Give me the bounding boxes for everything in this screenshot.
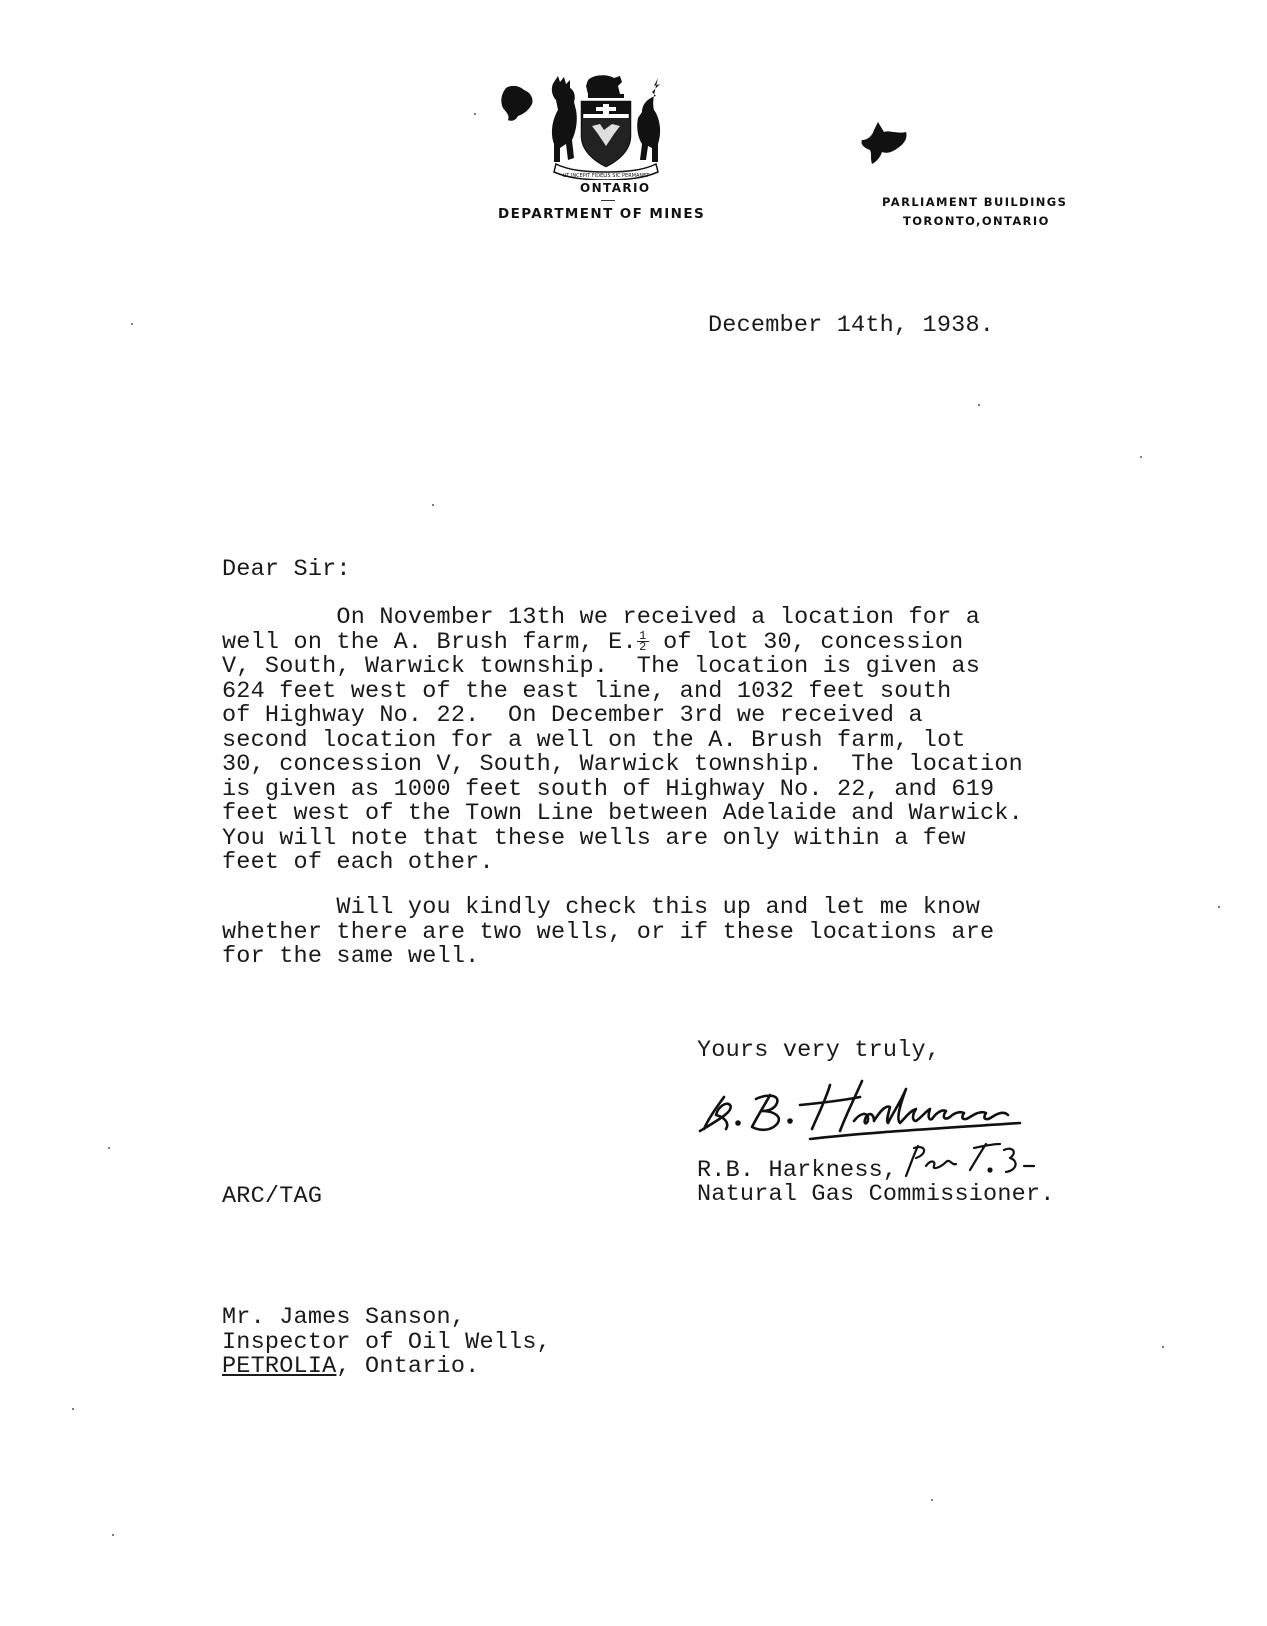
signer-name: R.B. Harkness, (697, 1157, 898, 1184)
ontario-coat-of-arms-icon (548, 74, 664, 180)
paragraph-line (222, 630, 963, 655)
paragraph-line: is given as 1000 feet south of Highway No. 22, and 619 (222, 775, 995, 803)
paragraph-line: On November 13th we received a location for a (222, 604, 981, 631)
paragraph-line: You will note that these wells are only within a few (222, 824, 966, 852)
handwritten-initials (900, 1136, 1040, 1186)
letterhead-rule (601, 200, 615, 201)
letterhead-department: DEPARTMENT OF MINES (498, 206, 706, 222)
paragraph-line: second location for a well on the A. Brush farm, lot (222, 726, 966, 754)
recipient-province: , Ontario. (336, 1353, 480, 1380)
fraction-denominator: 2 (639, 639, 647, 654)
paragraph-line: for the same well. (222, 943, 480, 970)
letterhead-address-line2: TORONTO,ONTARIO (903, 214, 1050, 228)
recipient-name: Mr. James Sanson, (222, 1304, 466, 1331)
recipient-city: PETROLIA (222, 1353, 337, 1380)
paragraph-line: 30, concession V, South, Warwick township. The location (222, 751, 1023, 778)
recipient-title: Inspector of Oil Wells, (222, 1328, 551, 1356)
paragraph-line: 624 feet west of the east line, and 1032 feet south (222, 677, 952, 705)
letter-salutation: Dear Sir: (222, 556, 351, 583)
paragraph-line: of Highway No. 22. On December 3rd we received a (222, 702, 923, 729)
letterhead-province: ONTARIO (580, 181, 651, 195)
svg-text:UT INCEPIT FIDELIS SIC PERMANE: UT INCEPIT FIDELIS SIC PERMANET (562, 173, 650, 179)
letter-date: December 14th, 1938. (708, 312, 995, 339)
paragraph-line: feet west of the Town Line between Adelaide and Warwick. (222, 800, 1023, 827)
paragraph-line-start: well on the A. Brush farm, E. (222, 628, 637, 656)
signer-title: Natural Gas Commissioner. (697, 1181, 1055, 1208)
fraction-half (637, 628, 649, 654)
ink-blot-left-icon (498, 82, 538, 126)
paragraph-line: whether there are two wells, or if these locations are (222, 918, 995, 946)
letterhead-address-line1: PARLIAMENT BUILDINGS (882, 195, 1068, 209)
letter-closing: Yours very truly, (697, 1037, 941, 1064)
reference-initials: ARC/TAG (222, 1183, 323, 1210)
paragraph-line: Will you kindly check this up and let me know (222, 894, 981, 921)
ink-blot-right-icon (858, 118, 914, 168)
paragraph-line: feet of each other. (222, 849, 494, 876)
paragraph-line-end: of lot 30, concession (648, 628, 964, 656)
recipient-location (222, 1354, 479, 1379)
paragraph-line: V, South, Warwick township. The location is given as (222, 653, 981, 680)
fraction-numerator: 1 (637, 631, 649, 642)
